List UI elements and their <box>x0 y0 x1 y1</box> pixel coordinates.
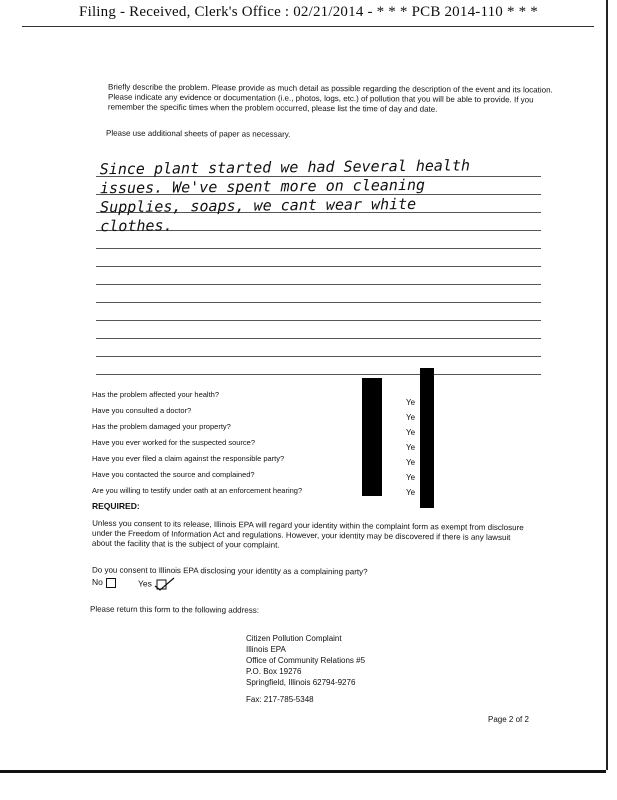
answer-yes: Ye <box>406 458 416 467</box>
no-label: No <box>92 577 103 587</box>
question-testify: Are you willing to testify under oath at an enforcement hearing? <box>92 486 303 495</box>
redaction-mark <box>420 368 434 508</box>
answer-yes: Ye <box>406 473 416 482</box>
no-checkbox[interactable] <box>106 578 116 588</box>
answer-yes: Ye <box>406 413 416 422</box>
handwritten-line: issues. We've spent more on cleaning <box>99 175 426 198</box>
describe-instructions: Briefly describe the problem. Please provide as much detail as possible regarding the description of the event and its location. Please indicate any evidence or documentation (i.e., photos, logs, etc.) of pollution that you will be able to provide. If you remember the specific times when the problem occurred, please list the time of day and date. <box>107 82 553 114</box>
consent-yes-option[interactable] <box>138 577 176 591</box>
bottom-border <box>0 770 606 773</box>
consent-no-option[interactable] <box>92 577 116 588</box>
answer-yes: Ye <box>406 398 416 407</box>
address-line: P.O. Box 19276 <box>246 667 302 676</box>
writing-line <box>96 302 541 303</box>
writing-line <box>96 248 541 249</box>
question-property: Has the problem damaged your property? <box>92 422 231 431</box>
fax-number: Fax: 217-785-5348 <box>246 695 314 704</box>
yes-label: Yes <box>138 578 152 589</box>
top-divider <box>22 26 594 27</box>
filing-header: Filing - Received, Clerk's Office : 02/21/2014 - * * * PCB 2014-110 * * * <box>79 4 538 20</box>
additional-sheets-note: Please use additional sheets of paper as necessary. <box>105 128 291 139</box>
question-claim: Have you ever filed a claim against the responsible party? <box>92 454 285 463</box>
handwritten-line: clothes. <box>100 216 173 236</box>
question-worked: Have you ever worked for the suspected source? <box>92 438 256 447</box>
address-line: Springfield, Illinois 62794-9276 <box>246 678 356 687</box>
question-contacted: Have you contacted the source and complained? <box>92 470 255 479</box>
yes-checkbox-checked-icon[interactable] <box>154 577 176 591</box>
return-heading: Please return this form to the following address: <box>89 604 260 615</box>
return-address <box>246 633 365 705</box>
writing-line <box>96 266 541 267</box>
required-heading: REQUIRED: <box>92 501 140 511</box>
address-line: Office of Community Relations #5 <box>246 656 366 665</box>
question-doctor: Have you consulted a doctor? <box>92 406 192 415</box>
address-line: Citizen Pollution Complaint <box>246 634 342 643</box>
required-text: Unless you consent to its release, Illinois EPA will regard your identity within the complaint form as exempt from disclosure under the Freedom of Information Act and regulations. However, your identity may be discovered if there is any lawsuit about the facility that is the subject of your complaint. <box>91 518 524 550</box>
writing-line <box>96 356 541 357</box>
answer-yes: Ye <box>406 428 416 437</box>
handwritten-line: Supplies, soaps, we cant wear white <box>100 194 417 217</box>
question-health: Has the problem affected your health? <box>92 390 220 399</box>
consent-question: Do you consent to Illinois EPA disclosing your identity as a complaining party? <box>91 565 368 577</box>
writing-line <box>96 338 541 339</box>
answer-yes: Ye <box>406 488 416 497</box>
address-line: Illinois EPA <box>246 645 286 654</box>
writing-line <box>96 284 541 285</box>
page-number: Page 2 of 2 <box>488 715 529 724</box>
handwritten-line: Since plant started we had Several health <box>99 156 471 179</box>
right-border <box>606 0 608 770</box>
writing-line <box>96 320 541 321</box>
writing-line <box>96 374 541 375</box>
redaction-mark <box>362 378 382 496</box>
handwritten-description <box>100 156 531 236</box>
answer-yes: Ye <box>406 443 416 452</box>
